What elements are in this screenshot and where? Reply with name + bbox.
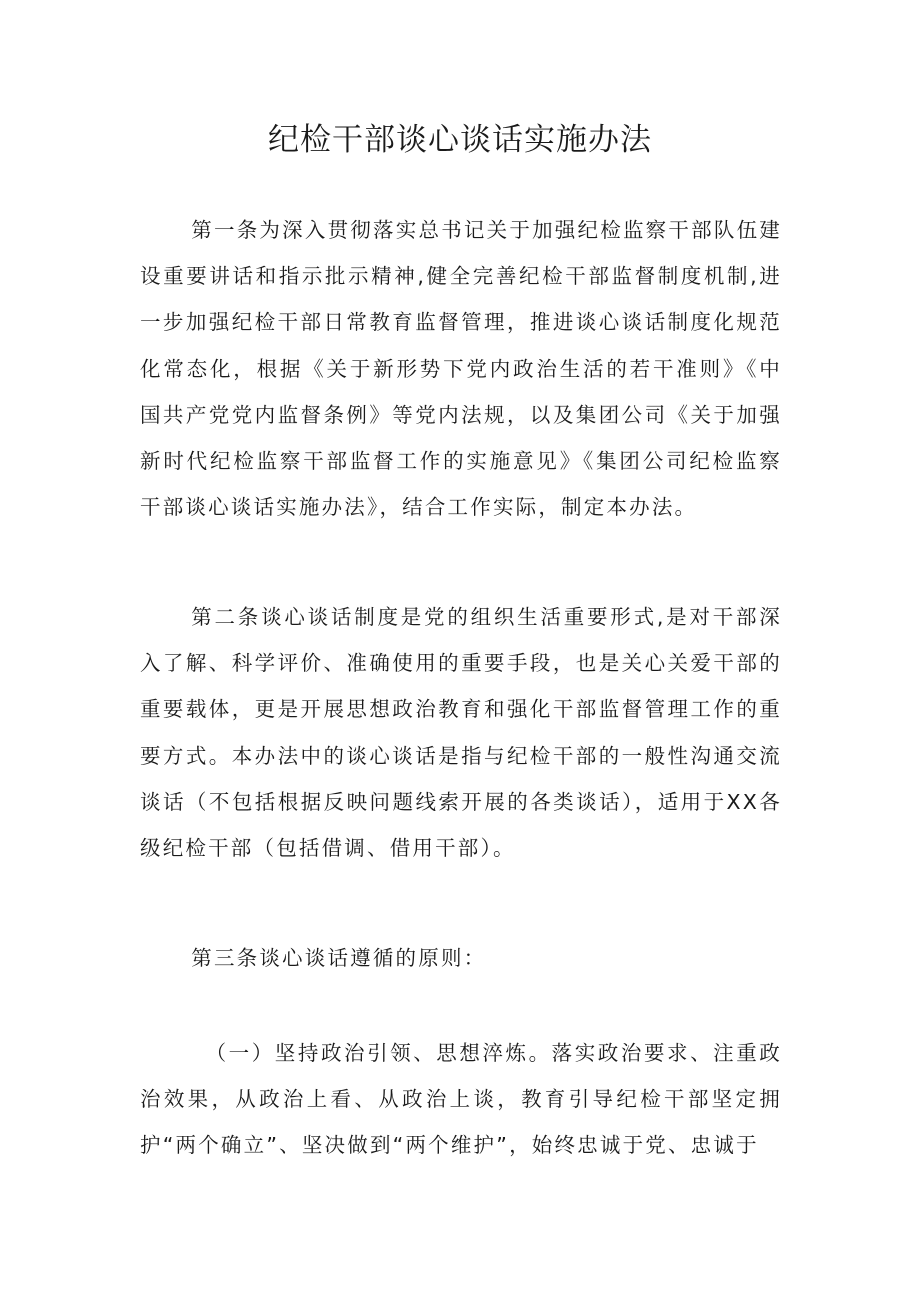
principle-1-paragraph: （一）坚持政治引领、思想淬炼。落实政治要求、注重政治效果，从政治上看、从政治上谈，教育引导纪检干部坚定拥护“两个确立”、坚决做到“两个维护”，始终忠诚于党、忠诚于 [140,1041,782,1158]
article-1-paragraph: 第一条为深入贯彻落实总书记关于加强纪检监察干部队伍建设重要讲话和指示批示精神,健全完善纪检干部监督制度机制,进一步加强纪检干部日常教育监督管理，推进谈心谈话制度化规范化常态化，根据《关于新形势下党内政治生活的若干准则》《中国共产党党内监督条例》等党内法规，以及集团公司《关于加强新时代纪检监察干部监督工作的实施意见》《集团公司纪检监察干部谈心谈话实施办法》，结合工作实际，制定本办法。 [140,218,782,520]
article-3-heading: 第三条谈心谈话遵循的原则： [191,946,487,970]
article-2-paragraph: 第二条谈心谈话制度是党的组织生活重要形式,是对干部深入了解、科学评价、准确使用的重要手段，也是关心关爱干部的重要载体，更是开展思想政治教育和强化干部监督管理工作的重要方式。本办法中的谈心谈话是指与纪检干部的一般性沟通交流谈话（不包括根据反映问题线索开展的各类谈话），适用于XX各级纪检干部（包括借调、借用干部）。 [140,605,782,861]
document-title: 纪检干部谈心谈话实施办法 [268,122,652,158]
